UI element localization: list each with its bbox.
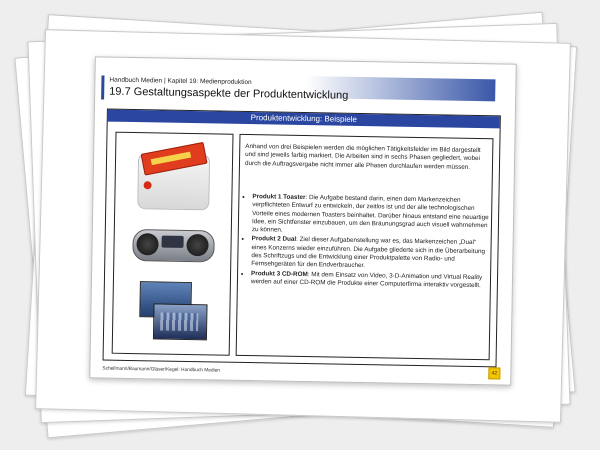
content-frame (103, 109, 501, 368)
cdrom-screens-image (139, 281, 208, 342)
page-number-badge: 42 (488, 367, 500, 379)
product-title: Produkt 2 Dual (251, 235, 297, 244)
intro-paragraph: Anhand von drei Beispielen werden die möglichen Tätigkeitsfelder im Bild dargestellt und sind jeweils farbig markiert. Die Arbeiten sind in sechs Phasen gegliedert, wobei durch die Auftragsvergabe nicht immer alle Phasen durchlaufen werden müssen. (244, 142, 481, 171)
product-description: : Mit dem Einsatz von Video, 3-D-Animation und Virtual Reality werden auf einer CD-ROM die Produkte einer Computerfirma interaktiv vorgestellt. (250, 270, 483, 290)
image-column (112, 132, 234, 356)
text-column (236, 134, 494, 360)
radio-image (132, 223, 213, 264)
chapter-label: Handbuch Medien | Kapitel 19: Medienproduktion (109, 76, 252, 87)
slide-title: 19.7 Gestaltungsaspekte der Produktentwicklung (109, 85, 349, 102)
product-description: : Die Aufgabe bestand darin, einen dem Markenzeichen verpflichteten Entwurf zu entwickeln, der zeitlos ist und der alle technologischen Vorteile eines modernen Toasters beinhaltet. Darüber hinaus entstand eine neuartige Idee, ein Sichtfenster einzubauen, um den Bräunungsgrad auch visuell wahrnehmen zu können. (251, 194, 489, 234)
list-item (252, 193, 491, 239)
list-item (251, 270, 489, 291)
product-title: Produkt 3 CD-ROM (251, 269, 308, 278)
product-title: Produkt 1 Toaster (252, 193, 306, 202)
toaster-image (135, 145, 212, 212)
product-description: : Ziel dieser Aufgabenstellung war es, das Markenzeichen „Dual“ eines Konzerns wieder einzuführen. Die Aufgabe gliederte sich in die Überarbeitung des Schriftzugs und die Entwicklung einer Produktpalette von Radio- und Fernsehgeräten für den Endverbraucher. (251, 236, 486, 270)
list-item (251, 236, 490, 273)
product-list (242, 193, 491, 292)
section-banner: Produktentwicklung: Beispiele (108, 110, 500, 129)
header-accent-bar (101, 75, 104, 99)
slide-page (89, 56, 517, 385)
footer-citation: Schellmann/Baumann/Gläser/Kegel: Handbuch Medien (102, 366, 221, 374)
